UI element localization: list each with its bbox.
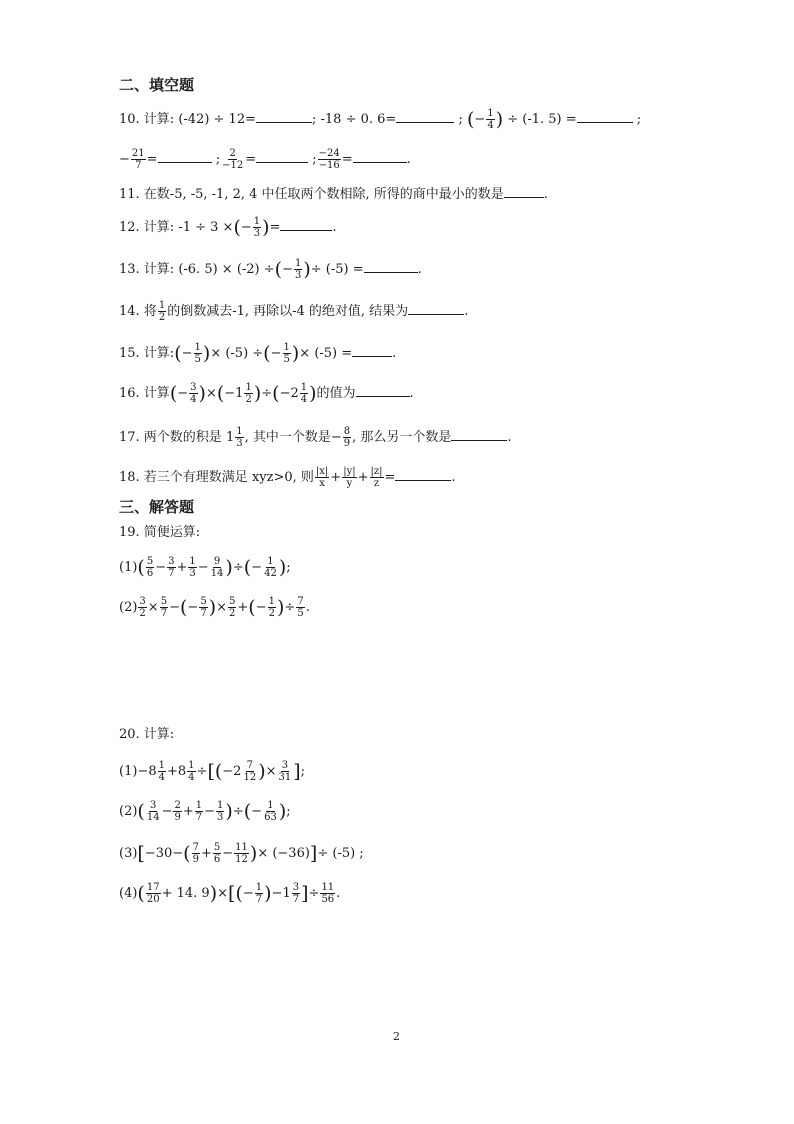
- left-paren: (: [272, 382, 280, 405]
- minus-sign: −: [187, 600, 199, 615]
- fraction: $\frac{21}{7}$: [131, 148, 145, 171]
- minus-sign: −: [197, 560, 209, 575]
- fraction: $\frac{5}{7}$: [160, 596, 168, 619]
- equals-sign: =: [341, 152, 353, 167]
- answer-blank[interactable]: [408, 301, 464, 315]
- left-paren: (: [248, 596, 256, 619]
- right-paren: ): [303, 258, 311, 281]
- right-paren: ): [249, 842, 258, 865]
- right-paren: ): [225, 800, 233, 823]
- period: .: [507, 430, 512, 445]
- part-label: (3): [119, 846, 138, 861]
- fraction: $\frac{1}{2}$: [268, 596, 275, 619]
- left-bracket: [: [137, 842, 145, 865]
- period: .: [409, 386, 414, 401]
- q12-text: 12. 计算: -1 ÷ 3 ×: [119, 220, 234, 235]
- right-paren: ): [495, 108, 504, 131]
- fraction: $\frac{9}{14}$: [210, 556, 224, 579]
- semicolon: ;: [300, 764, 306, 779]
- minus-sign: −: [177, 386, 189, 401]
- mixed-int: −2: [279, 386, 299, 401]
- q16-text: 16. 计算: [119, 386, 170, 401]
- period: .: [406, 152, 411, 167]
- fraction: $\frac{8}{9}$: [343, 426, 351, 449]
- question-12: [119, 216, 337, 239]
- minus-sign: −: [251, 560, 263, 575]
- left-paren: (: [263, 342, 271, 365]
- plus-sign: +: [357, 470, 369, 485]
- fraction: $\frac{|x|}{x}$: [315, 466, 329, 489]
- answer-blank[interactable]: [504, 184, 544, 198]
- fraction: $\frac{1}{4}$: [158, 760, 165, 783]
- period: .: [336, 886, 341, 901]
- equals-sign: =: [269, 220, 281, 235]
- left-paren: (: [169, 382, 178, 405]
- q16-tail: 的值为: [316, 386, 356, 401]
- period: .: [451, 470, 456, 485]
- fraction: $\frac{1}{4}$: [300, 382, 308, 405]
- plus-sign: +: [330, 470, 342, 485]
- part-label: (2): [119, 804, 138, 819]
- left-paren: (: [235, 882, 243, 905]
- q14-text: 14. 将: [119, 304, 157, 319]
- left-paren: (: [137, 800, 145, 823]
- right-paren: ): [278, 800, 287, 823]
- question-19-title: 19. 简便运算:: [119, 525, 201, 540]
- minus-sign: −: [330, 430, 342, 445]
- fraction: $\frac{1}{5}$: [194, 342, 201, 365]
- question-20-part-2: [119, 800, 291, 823]
- question-10-row-2: [119, 148, 411, 171]
- divide-sign: ÷: [261, 386, 273, 401]
- semicolon: ;: [286, 804, 291, 819]
- fraction: $\frac{17}{20}$: [146, 882, 160, 905]
- equals-sign: =: [384, 470, 396, 485]
- left-paren: (: [179, 596, 188, 619]
- right-paren: ): [253, 382, 262, 405]
- period: .: [543, 187, 548, 202]
- fraction: $\frac{|y|}{y}$: [343, 466, 356, 489]
- q18-text: 18. 若三个有理数满足 xyz>0, 则: [119, 470, 314, 485]
- answer-blank[interactable]: [451, 427, 507, 441]
- answer-blank[interactable]: [158, 149, 212, 163]
- q17-tail: , 那么另一个数是: [352, 430, 452, 445]
- divide-sign: ÷: [232, 804, 244, 819]
- minus-sign: −: [474, 112, 486, 127]
- left-paren: (: [214, 760, 223, 783]
- equals-sign: =: [146, 152, 158, 167]
- fraction: $\frac{1}{4}$: [188, 760, 195, 783]
- answer-blank[interactable]: [364, 259, 418, 273]
- q10-part-c: ÷ (-1. 5) =: [507, 112, 577, 127]
- part-label: (1): [119, 764, 138, 779]
- question-20-title: 20. 计算:: [119, 727, 175, 742]
- semicolon: ;: [312, 152, 317, 167]
- left-bracket: [: [228, 882, 236, 905]
- fraction: $\frac{3}{14}$: [146, 800, 160, 823]
- fraction: $\frac{5}{6}$: [213, 842, 221, 865]
- fraction: $\frac{1}{7}$: [195, 800, 203, 823]
- right-paren: ): [264, 882, 272, 905]
- question-19-part-1: [119, 556, 291, 579]
- left-paren: (: [137, 882, 145, 905]
- times-sign: ×: [216, 600, 228, 615]
- section-solve-heading: 三、解答题: [119, 498, 195, 516]
- minus-sign: −: [222, 846, 234, 861]
- fraction: $\frac{1}{5}$: [283, 342, 290, 365]
- answer-blank[interactable]: [256, 149, 308, 163]
- fraction: $\frac{|z|}{z}$: [370, 466, 383, 489]
- q10-end: ;: [636, 112, 642, 127]
- question-19-part-2: [119, 596, 310, 619]
- section-fill-heading: 二、填空题: [119, 76, 195, 94]
- equals-sign: =: [245, 152, 257, 167]
- left-paren: (: [174, 342, 182, 365]
- part-label: (4): [119, 886, 138, 901]
- right-paren: ): [208, 596, 217, 619]
- minus-sign: −: [255, 600, 267, 615]
- right-paren: ): [198, 382, 206, 405]
- minus-sign: −: [270, 346, 282, 361]
- fraction: $\frac{3}{7}$: [168, 556, 175, 579]
- right-paren: ): [209, 882, 218, 905]
- right-paren: ): [291, 342, 300, 365]
- period: .: [305, 600, 310, 615]
- mixed-int: 8: [177, 764, 187, 779]
- minus-sign: −: [282, 262, 293, 277]
- answer-blank[interactable]: [256, 109, 312, 123]
- question-20-part-1: [119, 760, 305, 783]
- q10-part-a: 10. 计算: (-42) ÷ 12=: [119, 112, 256, 127]
- left-paren: (: [274, 258, 283, 281]
- right-paren: ): [277, 596, 285, 619]
- right-paren: ): [262, 216, 270, 239]
- period: .: [332, 220, 337, 235]
- minus-sign: −: [251, 804, 263, 819]
- fraction: $\frac{5}{2}$: [229, 596, 236, 619]
- plus-sign: +: [237, 600, 249, 615]
- mixed-int: −1: [224, 386, 244, 401]
- right-bracket: ]: [293, 760, 301, 783]
- fraction: $\frac{1}{42}$: [264, 556, 277, 579]
- fraction: $\frac{7}{9}$: [192, 842, 199, 865]
- right-paren: ): [202, 342, 211, 365]
- fraction: $\frac{1}{63}$: [264, 800, 277, 823]
- fraction: $\frac{1}{2}$: [245, 382, 252, 405]
- left-bracket: [: [207, 760, 215, 783]
- q13-text: 13. 计算: (-6. 5) × (-2) ÷: [119, 262, 275, 277]
- question-11: [119, 184, 548, 204]
- right-paren: ): [309, 382, 317, 405]
- times-sign: ×: [265, 764, 277, 779]
- fraction: $\frac{1}{7}$: [255, 882, 263, 905]
- fraction: $\frac{1}{3}$: [236, 426, 243, 449]
- divide-sign: ÷: [284, 600, 296, 615]
- answer-blank[interactable]: [353, 149, 407, 163]
- right-paren: ): [225, 556, 233, 579]
- question-20-part-3: [119, 842, 364, 865]
- answer-blank[interactable]: [356, 383, 410, 397]
- fraction: $\frac{1}{3}$: [294, 258, 302, 281]
- question-16: [119, 382, 414, 405]
- fraction: $\frac{1}{3}$: [217, 800, 224, 823]
- left-paren: (: [183, 842, 191, 865]
- q14-tail: 的倒数减去-1, 再除以-4 的绝对值, 结果为: [167, 304, 409, 319]
- divide-sign: ÷: [232, 560, 244, 575]
- fraction: $\frac{1}{3}$: [189, 556, 196, 579]
- fraction: $\frac{7}{12}$: [243, 760, 257, 783]
- semicolon: ;: [215, 152, 221, 167]
- plus-sign: +: [176, 560, 188, 575]
- question-17: [119, 426, 512, 449]
- question-18: [119, 466, 456, 489]
- times-sign: ×: [217, 886, 229, 901]
- question-13: [119, 258, 422, 281]
- mixed-int: −2: [222, 764, 242, 779]
- fraction: $\frac{5}{6}$: [146, 556, 154, 579]
- times-sign: ×: [205, 386, 217, 401]
- answer-blank[interactable]: [280, 217, 332, 231]
- part-label: (2): [119, 600, 138, 615]
- divide-sign: ÷: [196, 764, 208, 779]
- fraction: $\frac{3}{2}$: [139, 596, 146, 619]
- part-label: (1): [119, 560, 138, 575]
- page-number: 2: [393, 1030, 400, 1043]
- left-paren: (: [466, 108, 475, 131]
- mixed-int: −8: [137, 764, 157, 779]
- minus-sign: −: [204, 804, 216, 819]
- fraction: $\frac{11}{12}$: [235, 842, 248, 865]
- minus-sign: −: [119, 152, 130, 167]
- right-bracket: ]: [301, 882, 309, 905]
- semicolon: ;: [286, 560, 291, 575]
- question-10-row-1: [119, 108, 641, 131]
- left-paren: (: [137, 556, 145, 579]
- minus-sign: −: [155, 560, 167, 575]
- q15-text: 15. 计算:: [119, 346, 175, 361]
- q20-p3-lead: −30−: [144, 846, 184, 861]
- answer-blank[interactable]: [395, 467, 451, 481]
- answer-blank[interactable]: [577, 109, 633, 123]
- q11-text: 11. 在数-5, -5, -1, 2, 4 中任取两个数相除, 所得的商中最小的数是: [119, 187, 504, 202]
- fraction: $\frac{3}{7}$: [292, 882, 300, 905]
- period: .: [464, 304, 469, 319]
- q15-tail: × (-5) =: [299, 346, 353, 361]
- fraction: $\frac{1}{2}$: [158, 300, 166, 323]
- left-paren: (: [243, 800, 252, 823]
- period: .: [417, 262, 422, 277]
- q20-p3-mul: × (−36): [257, 846, 310, 861]
- fraction: $\frac{1}{4}$: [487, 108, 494, 131]
- q20-p3-tail: ÷ (-5) ;: [317, 846, 364, 861]
- mixed-int: −1: [271, 886, 291, 901]
- question-15: [119, 342, 396, 365]
- fraction: $\frac{7}{5}$: [297, 596, 304, 619]
- fraction: $\frac{2}{9}$: [174, 800, 181, 823]
- fraction: $\frac{-24}{-16}$: [318, 148, 340, 171]
- right-paren: ): [278, 556, 287, 579]
- question-20-part-4: [119, 882, 340, 905]
- left-paren: (: [233, 216, 241, 239]
- fraction: $\frac{5}{7}$: [200, 596, 207, 619]
- q17-text: 17. 两个数的积是 1: [119, 430, 235, 445]
- left-paren: (: [243, 556, 252, 579]
- q13-tail: ÷ (-5) =: [310, 262, 364, 277]
- plus-sign: +: [166, 764, 178, 779]
- left-paren: (: [216, 382, 225, 405]
- times-sign: ×: [147, 600, 159, 615]
- minus-sign: −: [169, 600, 180, 615]
- divide-sign: ÷: [308, 886, 320, 901]
- question-14: [119, 300, 468, 323]
- minus-sign: −: [181, 346, 193, 361]
- q17-mid: , 其中一个数是: [244, 430, 331, 445]
- q15-mid: × (-5) ÷: [210, 346, 264, 361]
- plus-sign: +: [200, 846, 212, 861]
- fraction: $\frac{3}{31}$: [278, 760, 292, 783]
- right-bracket: ]: [309, 842, 318, 865]
- q10-semicolon: ;: [458, 112, 463, 127]
- plus-sign: +: [182, 804, 194, 819]
- minus-sign: −: [161, 804, 173, 819]
- answer-blank[interactable]: [352, 343, 392, 357]
- q20-p4-add: + 14. 9: [161, 886, 210, 901]
- right-paren: ): [258, 760, 266, 783]
- fraction: $\frac{11}{56}$: [321, 882, 335, 905]
- fraction: $\frac{2}{-12}$: [222, 148, 244, 171]
- q10-part-b: ; -18 ÷ 0. 6=: [312, 112, 397, 127]
- answer-blank[interactable]: [396, 109, 454, 123]
- fraction: $\frac{1}{3}$: [253, 216, 261, 239]
- period: .: [392, 346, 397, 361]
- minus-sign: −: [242, 886, 254, 901]
- fraction: $\frac{3}{4}$: [190, 382, 197, 405]
- minus-sign: −: [240, 220, 252, 235]
